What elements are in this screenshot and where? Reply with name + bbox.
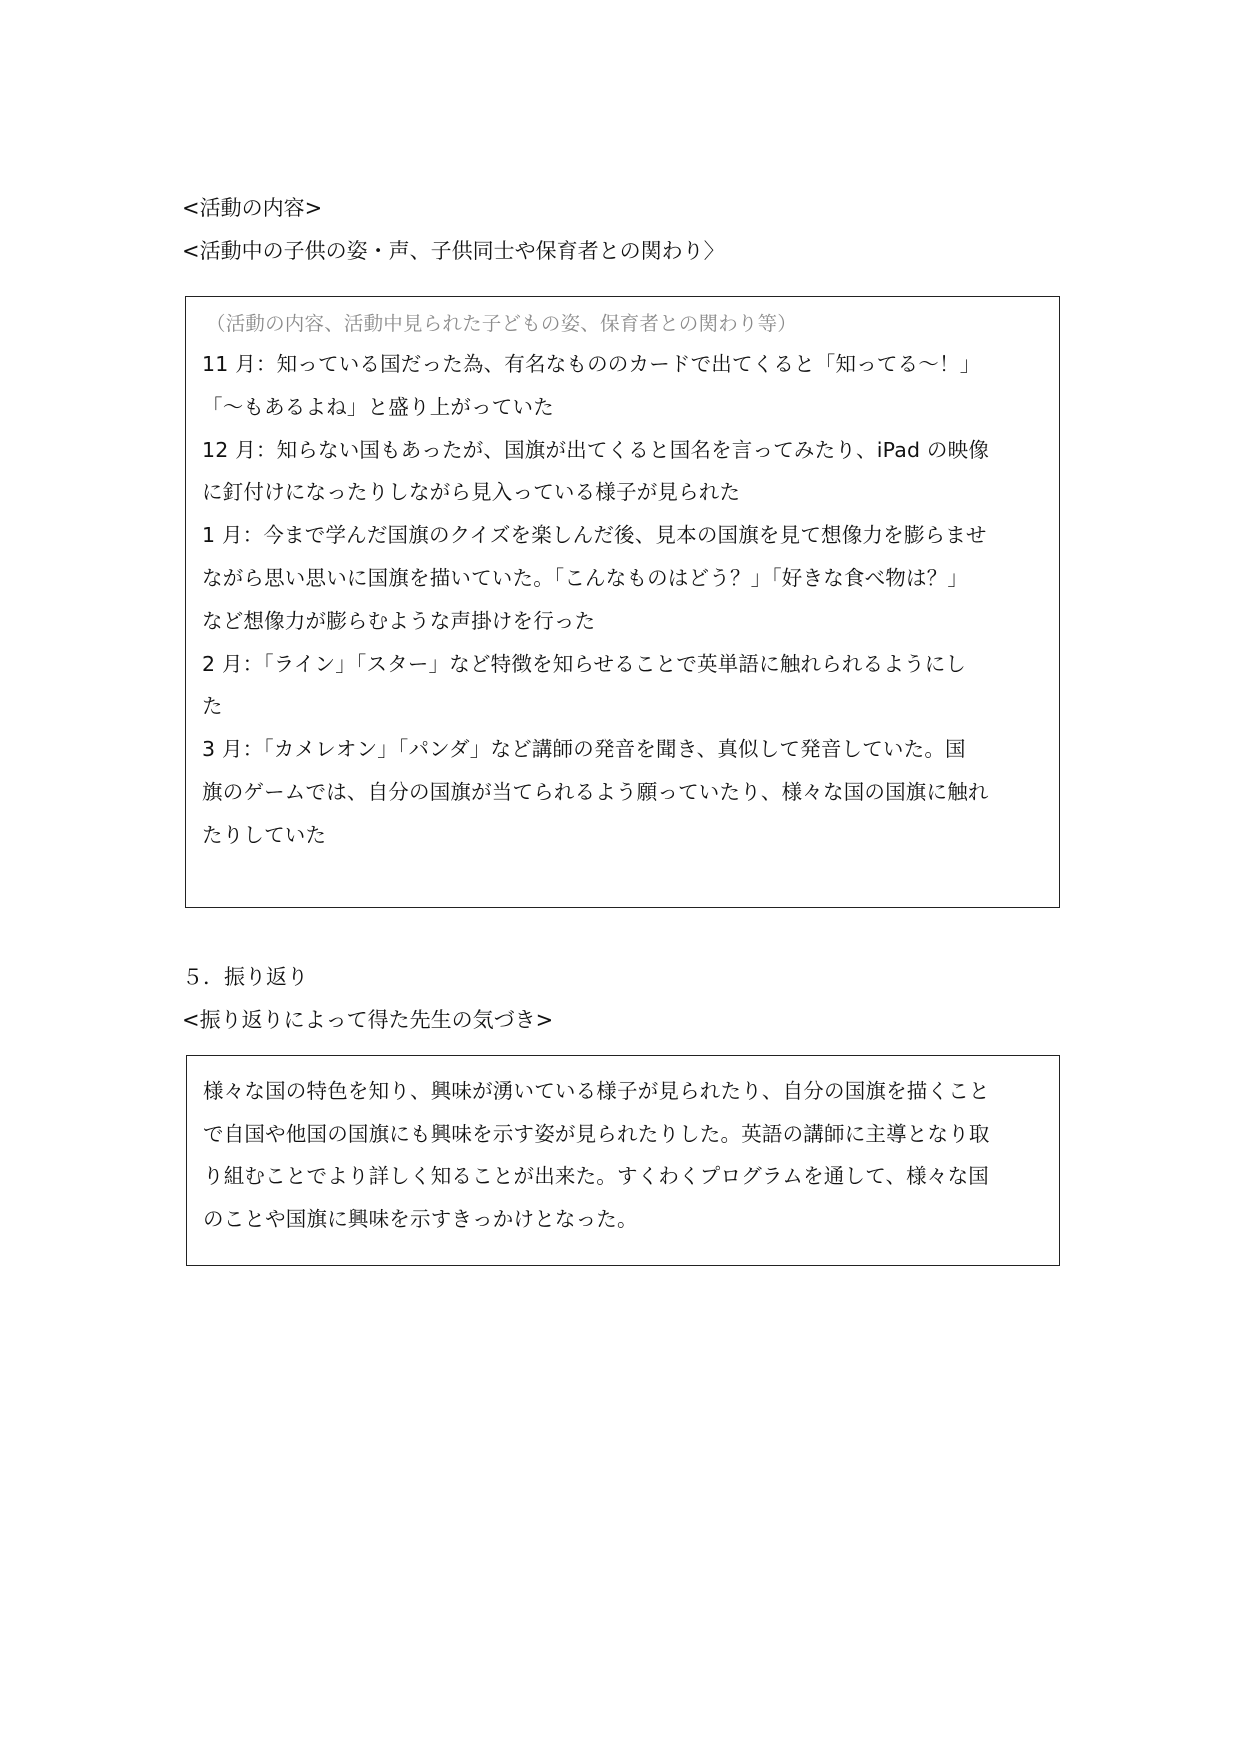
activity-line: に釘付けになったりしながら見入っている様子が見られた bbox=[202, 480, 741, 505]
activity-line: 1 月：今まで学んだ国旗のクイズを楽しんだ後、見本の国旗を見て想像力を膨らませ bbox=[202, 523, 987, 548]
reflection-box bbox=[186, 1055, 1060, 1266]
reflection-section-title: ５．振り返り bbox=[182, 965, 308, 989]
activity-record-box bbox=[185, 296, 1060, 908]
activity-line: た bbox=[202, 694, 223, 719]
activity-line: 11 月：知っている国だった為、有名なもののカードで出てくると「知ってる～！」 bbox=[202, 352, 981, 376]
activity-line: 「～もあるよね」と盛り上がっていた bbox=[202, 394, 554, 419]
activity-hint-text: （活動の内容、活動中見られた子どもの姿、保育者との関わり等） bbox=[206, 312, 798, 335]
activity-line: たりしていた bbox=[202, 822, 327, 847]
reflection-heading: <振り返りによって得た先生の気づき> bbox=[182, 1008, 554, 1032]
activity-line: 2 月：「ライン」「スター」など特徴を知らせることで英単語に触れられるようにし bbox=[202, 651, 967, 676]
reflection-line: 様々な国の特色を知り、興味が湧いている様子が見られたり、自分の国旗を描くこと bbox=[203, 1079, 990, 1103]
reflection-line: で自国や他国の国旗にも興味を示す姿が見られたりした。英語の講師に主導となり取 bbox=[203, 1121, 990, 1146]
activity-content-heading: <活動の内容> bbox=[182, 196, 323, 220]
activity-line: 旗のゲームでは、自分の国旗が当てられるよう願っていたり、様々な国の国旗に触れ bbox=[202, 779, 989, 804]
activity-line: 3 月：「カメレオン」「パンダ」など講師の発音を聞き、真似して発音していた。国 bbox=[202, 737, 966, 762]
reflection-line: り組むことでより詳しく知ることが出来た。すくわくプログラムを通して、様々な国 bbox=[203, 1164, 989, 1188]
activity-line: など想像力が膨らむような声掛けを行った bbox=[202, 608, 596, 633]
activity-line: ながら思い思いに国旗を描いていた。「こんなものはどう？」「好きな食べ物は？」 bbox=[202, 565, 969, 590]
activity-children-heading: <活動中の子供の姿・声、子供同士や保育者との関わり〉 bbox=[182, 239, 725, 263]
reflection-line: のことや国旗に興味を示すきっかけとなった。 bbox=[203, 1206, 638, 1231]
activity-line: 12 月：知らない国もあったが、国旗が出てくると国名を言ってみたり、iPad の映像 bbox=[202, 437, 990, 462]
